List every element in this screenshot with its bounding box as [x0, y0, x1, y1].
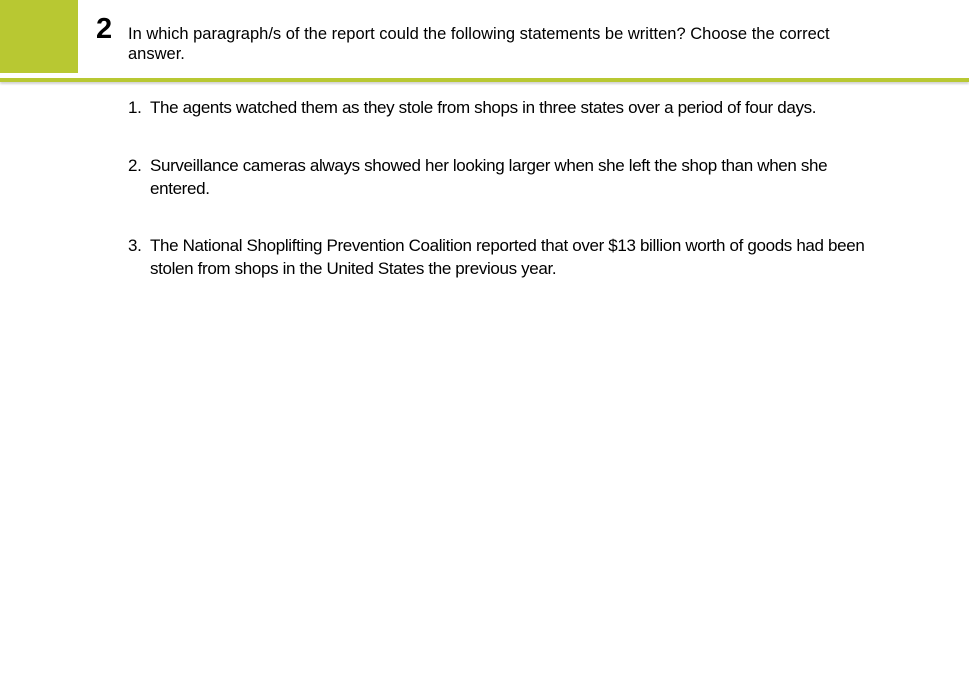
question-number: 2: [96, 13, 113, 45]
statement-item: [128, 154, 868, 200]
question-accent-block: [0, 0, 78, 73]
statement-list: [128, 96, 868, 280]
statement-text: The National Shoplifting Prevention Coalition reported that over $13 billion worth of goods had been stolen from shops in the United States the previous year.: [150, 236, 865, 278]
statement-number: 2.: [128, 156, 142, 175]
statement-text: The agents watched them as they stole from shops in three states over a period of four days.: [150, 98, 817, 117]
statement-text: Surveillance cameras always showed her looking larger when she left the shop than when she entered.: [150, 156, 828, 198]
question-prompt: In which paragraph/s of the report could the following statements be written? Choose the correct answer.: [128, 25, 830, 63]
statement-number: 1.: [128, 98, 142, 117]
statement-number: 3.: [128, 236, 142, 255]
statement-item: [128, 234, 868, 280]
header-divider: [0, 78, 969, 82]
statement-item: [128, 96, 868, 119]
